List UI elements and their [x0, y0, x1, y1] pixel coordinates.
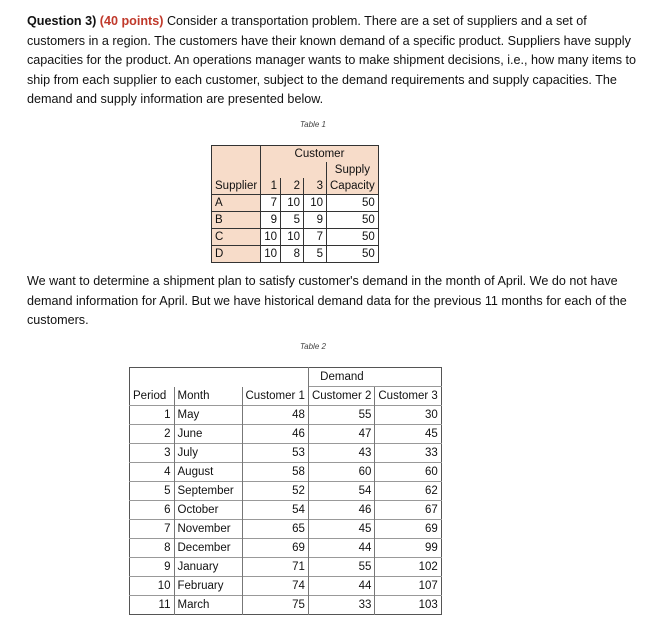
- demand-cell: 47: [308, 425, 374, 444]
- supplier-cell: C: [212, 229, 261, 246]
- period-cell: 9: [130, 558, 175, 577]
- question-points: (40 points): [99, 14, 164, 28]
- demand-cell: 58: [242, 463, 308, 482]
- table1-supply-header-bottom: Capacity: [327, 178, 379, 195]
- supply-cell: 50: [327, 195, 379, 212]
- table1-customer-header: Customer: [261, 146, 379, 163]
- question-intro: [27, 12, 642, 110]
- period-cell: 1: [130, 406, 175, 425]
- cost-cell: 7: [261, 195, 281, 212]
- table1-col-header: 3: [304, 178, 327, 195]
- cost-cell: 10: [281, 195, 304, 212]
- question-label: Question 3): [27, 14, 97, 28]
- cost-cell: 8: [281, 246, 304, 263]
- table-row: [212, 246, 379, 263]
- demand-cell: 75: [242, 596, 308, 615]
- period-cell: 2: [130, 425, 175, 444]
- table1-col-header: 2: [281, 178, 304, 195]
- customer1-header: Customer 1: [242, 387, 308, 406]
- demand-cell: 99: [375, 539, 441, 558]
- table-row: [130, 482, 442, 501]
- cost-cell: 10: [281, 229, 304, 246]
- month-cell: May: [174, 406, 242, 425]
- period-cell: 4: [130, 463, 175, 482]
- table2-caption: Table 2: [300, 342, 326, 351]
- table-row: [212, 195, 379, 212]
- table2-demand-header: Demand: [308, 368, 374, 387]
- customer2-header: Customer 2: [308, 387, 374, 406]
- demand-cell: 46: [308, 501, 374, 520]
- period-cell: 7: [130, 520, 175, 539]
- demand-cell: 69: [242, 539, 308, 558]
- table-row: [130, 444, 442, 463]
- demand-cell: 45: [308, 520, 374, 539]
- table-row: [212, 229, 379, 246]
- demand-cell: 102: [375, 558, 441, 577]
- demand-cell: 69: [375, 520, 441, 539]
- demand-cell: 45: [375, 425, 441, 444]
- demand-cell: 44: [308, 539, 374, 558]
- month-cell: March: [174, 596, 242, 615]
- month-cell: September: [174, 482, 242, 501]
- month-cell: June: [174, 425, 242, 444]
- supplier-cell: B: [212, 212, 261, 229]
- demand-table: [129, 367, 442, 615]
- table2-header-row: [130, 387, 442, 406]
- demand-cell: 107: [375, 577, 441, 596]
- month-cell: November: [174, 520, 242, 539]
- table-row: [130, 463, 442, 482]
- demand-cell: 44: [308, 577, 374, 596]
- demand-cell: 60: [308, 463, 374, 482]
- question-text: Consider a transportation problem. There are a set of suppliers and a set of customers in a region. The customers have their known demand of a specific product. Suppliers have supply capacities for the product. An operations manager wants to make shipment decisions, i.e., how many items to ship from each supplier to each customer, subject to the demand requirements and supply capacities. The demand and supply information are presented below.: [27, 14, 637, 107]
- demand-cell: 103: [375, 596, 441, 615]
- month-cell: December: [174, 539, 242, 558]
- demand-cell: 55: [308, 558, 374, 577]
- cost-cell: 10: [261, 229, 281, 246]
- table-row: [130, 520, 442, 539]
- table1-group-row: [212, 146, 379, 163]
- demand-cell: 74: [242, 577, 308, 596]
- period-cell: 3: [130, 444, 175, 463]
- cost-cell: 5: [304, 246, 327, 263]
- table1-header-row: [212, 178, 379, 195]
- supply-cell: 50: [327, 212, 379, 229]
- demand-cell: 65: [242, 520, 308, 539]
- period-cell: 10: [130, 577, 175, 596]
- demand-cell: 62: [375, 482, 441, 501]
- table1-supplier-header: Supplier: [212, 178, 261, 195]
- demand-cell: 48: [242, 406, 308, 425]
- demand-cell: 60: [375, 463, 441, 482]
- table-row: [130, 558, 442, 577]
- period-cell: 8: [130, 539, 175, 558]
- month-cell: February: [174, 577, 242, 596]
- cost-cell: 7: [304, 229, 327, 246]
- demand-cell: 33: [375, 444, 441, 463]
- month-header: Month: [174, 387, 242, 406]
- demand-cell: 43: [308, 444, 374, 463]
- demand-cell: 67: [375, 501, 441, 520]
- demand-cell: 54: [308, 482, 374, 501]
- table1-caption: Table 1: [300, 120, 326, 129]
- cost-cell: 5: [281, 212, 304, 229]
- demand-cell: 52: [242, 482, 308, 501]
- month-cell: August: [174, 463, 242, 482]
- demand-cell: 30: [375, 406, 441, 425]
- period-cell: 6: [130, 501, 175, 520]
- customer3-header: Customer 3: [375, 387, 441, 406]
- cost-cell: 10: [304, 195, 327, 212]
- cost-cell: 9: [261, 212, 281, 229]
- month-cell: October: [174, 501, 242, 520]
- table-row: [130, 406, 442, 425]
- month-cell: July: [174, 444, 242, 463]
- demand-cell: 55: [308, 406, 374, 425]
- period-cell: 11: [130, 596, 175, 615]
- paragraph-2: We want to determine a shipment plan to satisfy customer's demand in the month of April. We do not have demand information for April. But we have historical demand data for the previous 11 months for each of the customers.: [27, 274, 627, 328]
- table2-group-row: [130, 368, 442, 387]
- supply-cost-table: [211, 145, 379, 263]
- month-cell: January: [174, 558, 242, 577]
- cost-cell: 10: [261, 246, 281, 263]
- supplier-cell: D: [212, 246, 261, 263]
- demand-cell: 71: [242, 558, 308, 577]
- demand-cell: 54: [242, 501, 308, 520]
- table-row: [130, 596, 442, 615]
- demand-cell: 46: [242, 425, 308, 444]
- demand-cell: 53: [242, 444, 308, 463]
- table1-supply-header-top: Supply: [327, 162, 379, 178]
- supply-cell: 50: [327, 246, 379, 263]
- table-row: [130, 539, 442, 558]
- table-row: [130, 577, 442, 596]
- period-header: Period: [133, 389, 167, 402]
- table1-supply-row: [212, 162, 379, 178]
- table-row: [130, 501, 442, 520]
- table-row: [130, 425, 442, 444]
- table-row: [212, 212, 379, 229]
- supply-cell: 50: [327, 229, 379, 246]
- period-cell: 5: [130, 482, 175, 501]
- demand-cell: 33: [308, 596, 374, 615]
- table1-col-header: 1: [261, 178, 281, 195]
- supplier-cell: A: [212, 195, 261, 212]
- cost-cell: 9: [304, 212, 327, 229]
